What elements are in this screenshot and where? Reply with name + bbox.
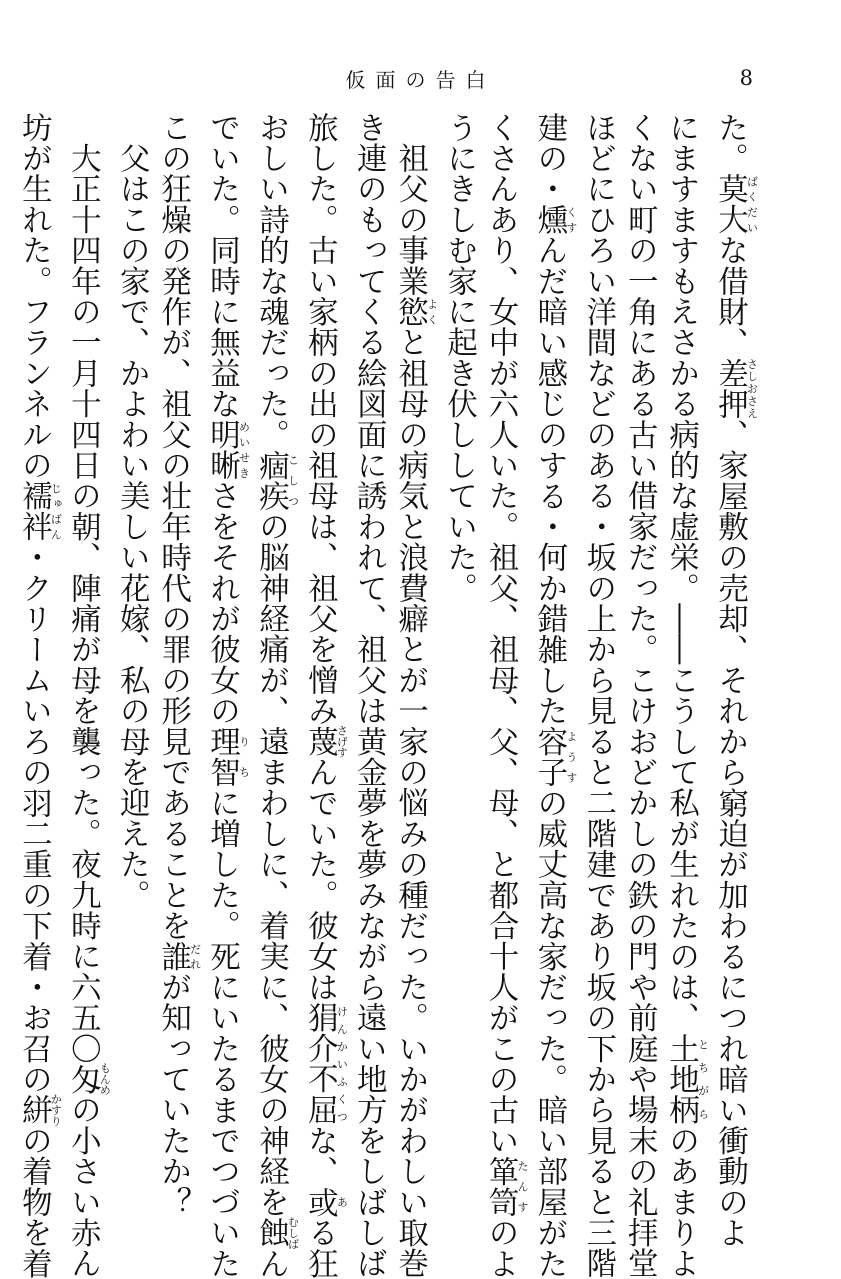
ruby-word: 土地柄とちがら: [663, 1033, 710, 1126]
text-run: んだ暗い感じのする・何か錯雑した: [531, 234, 567, 727]
text-column: [619, 112, 660, 1279]
text-column: [389, 112, 439, 1279]
text-run: と祖母の病気と浪費癖とが一家の悩みの種だった。いかがわしい取巻: [392, 326, 428, 1279]
furigana: だれ: [188, 940, 202, 972]
ruby-word: 差押さしおさえ: [712, 357, 759, 420]
text-run: この狂燥の発作が、祖父の壮年時代の罪の形見であることを: [155, 112, 191, 941]
ruby-word: 燻くす: [531, 204, 578, 235]
text-column: [528, 112, 578, 1279]
furigana: たんす: [515, 1155, 529, 1218]
text-column: [152, 112, 202, 1218]
text-column: [438, 112, 479, 1112]
ruby-word: 容子ようす: [531, 726, 578, 788]
furigana: さしおさえ: [745, 357, 759, 420]
ruby-word: 莫大ばくだい: [712, 173, 759, 235]
ruby-word: 箪笥たんす: [482, 1155, 529, 1218]
text-column: [660, 112, 710, 1279]
ruby-word: 蝕むしば: [253, 1216, 300, 1250]
furigana: よく: [425, 296, 439, 327]
ruby-word: 明晰めいせき: [204, 419, 251, 481]
text-run: る狂: [302, 1217, 338, 1279]
text-run: 大正十四年の一月十四日の朝、陣痛が母を襲った。夜九時に六五〇: [65, 112, 101, 1064]
furigana: かすり: [49, 1093, 63, 1127]
text-run: んでいた。彼女は: [302, 756, 338, 1003]
text-column: [62, 112, 112, 1279]
text-run: の脳神経痛が、遠まわしに、着実に、彼女の神経を: [253, 511, 289, 1218]
text-run: な、: [302, 1125, 338, 1187]
ruby-word: 慾よく: [392, 296, 439, 327]
ruby-word: 或あ: [302, 1186, 349, 1218]
text-column: [299, 112, 349, 1279]
furigana: とちがら: [696, 1033, 710, 1126]
text-column: [111, 112, 152, 1112]
text-run: のあまりよ: [663, 1125, 699, 1279]
text-column: [13, 112, 63, 1279]
text-run: くさんあり、女中が六人いた。祖父、祖母、父、母、と都合十人がこの古い: [482, 112, 518, 1156]
furigana: さげす: [335, 724, 349, 758]
text-run: 、家屋敷の売却、それから窮迫が加わるにつれ暗い衝動のよ: [712, 419, 748, 1248]
furigana: めいせき: [237, 419, 251, 481]
furigana: ようす: [564, 726, 578, 788]
vertical-body-text: [16, 112, 759, 1279]
ruby-word: 蔑さげす: [302, 724, 349, 758]
text-run: でいた。同時に無益な: [204, 112, 240, 419]
text-column: [250, 112, 300, 1279]
text-run: のよ: [482, 1217, 518, 1279]
text-run: の小さい赤ん: [65, 1094, 101, 1279]
text-run: くない町の一角にある古い借家だった。こけおどかしの鉄の門や前庭や場末の礼拝堂: [622, 112, 658, 1279]
furigana: むしば: [286, 1216, 300, 1250]
text-run: 建の・: [531, 112, 567, 205]
furigana: もんめ: [98, 1062, 112, 1096]
ruby-word: 襦袢じゅばん: [16, 480, 63, 542]
ruby-word: 絣かすり: [16, 1093, 63, 1127]
text-run: ん: [253, 1247, 289, 1279]
text-run: にますますもえさかる病的な虚栄。――こうして私が生れたのは、: [663, 112, 699, 1033]
page-number: 8: [739, 66, 753, 90]
furigana: けんかいふくつ: [335, 1002, 349, 1126]
text-run: が知っていたか？: [155, 971, 191, 1218]
text-run: うにきしむ家に起き伏ししていた。: [441, 112, 477, 604]
furigana: りち: [237, 726, 251, 788]
text-run: の着物を着: [16, 1125, 52, 1279]
text-run: 旅した。古い家柄の出の祖母は、祖父を憎み: [302, 112, 338, 727]
text-column: [201, 112, 251, 1279]
text-run: 父はこの家で、かよわい美しい花嫁、私の母を迎えた。: [114, 112, 150, 911]
text-run: な借財、: [712, 234, 748, 358]
furigana: こしつ: [286, 449, 300, 512]
text-run: ほどにひろい洋間などのある・坂の上から見ると二階建であり坂の下から見ると三階: [580, 112, 616, 1279]
text-run: 坊が生れた。フランネルの: [16, 112, 52, 481]
furigana: じゅばん: [49, 480, 63, 542]
ruby-word: 匁もんめ: [65, 1062, 112, 1096]
furigana: ばくだい: [745, 173, 759, 235]
text-run: 祖父の事業: [392, 112, 428, 297]
furigana: くす: [564, 204, 578, 235]
text-run: た。: [712, 112, 748, 174]
text-column: [348, 112, 389, 1279]
text-run: き連のもってくる絵図面に誘われて、祖父は黄金夢を夢みながら遠い地方をしばしば: [351, 112, 387, 1279]
text-run: おしい詩的な魂だった。: [253, 112, 289, 450]
text-column: [577, 112, 618, 1279]
text-run: さをそれが彼女の: [204, 480, 240, 727]
text-run: の威丈高な家だった。暗い部屋がた: [531, 787, 567, 1279]
ruby-word: 誰だれ: [155, 940, 202, 972]
ruby-word: 狷介不屈けんかいふくつ: [302, 1002, 349, 1126]
ruby-word: 痼疾こしつ: [253, 449, 300, 512]
text-column: [709, 112, 759, 1248]
page-header-title: 仮面の告白: [345, 68, 496, 92]
text-run: に増した。死にいたるまでつづいた: [204, 787, 240, 1279]
ruby-word: 理智りち: [204, 726, 251, 788]
text-column: [480, 112, 529, 1279]
furigana: あ: [335, 1186, 349, 1218]
text-run: ・クリームいろの羽二重の下着・お召の: [16, 541, 52, 1095]
